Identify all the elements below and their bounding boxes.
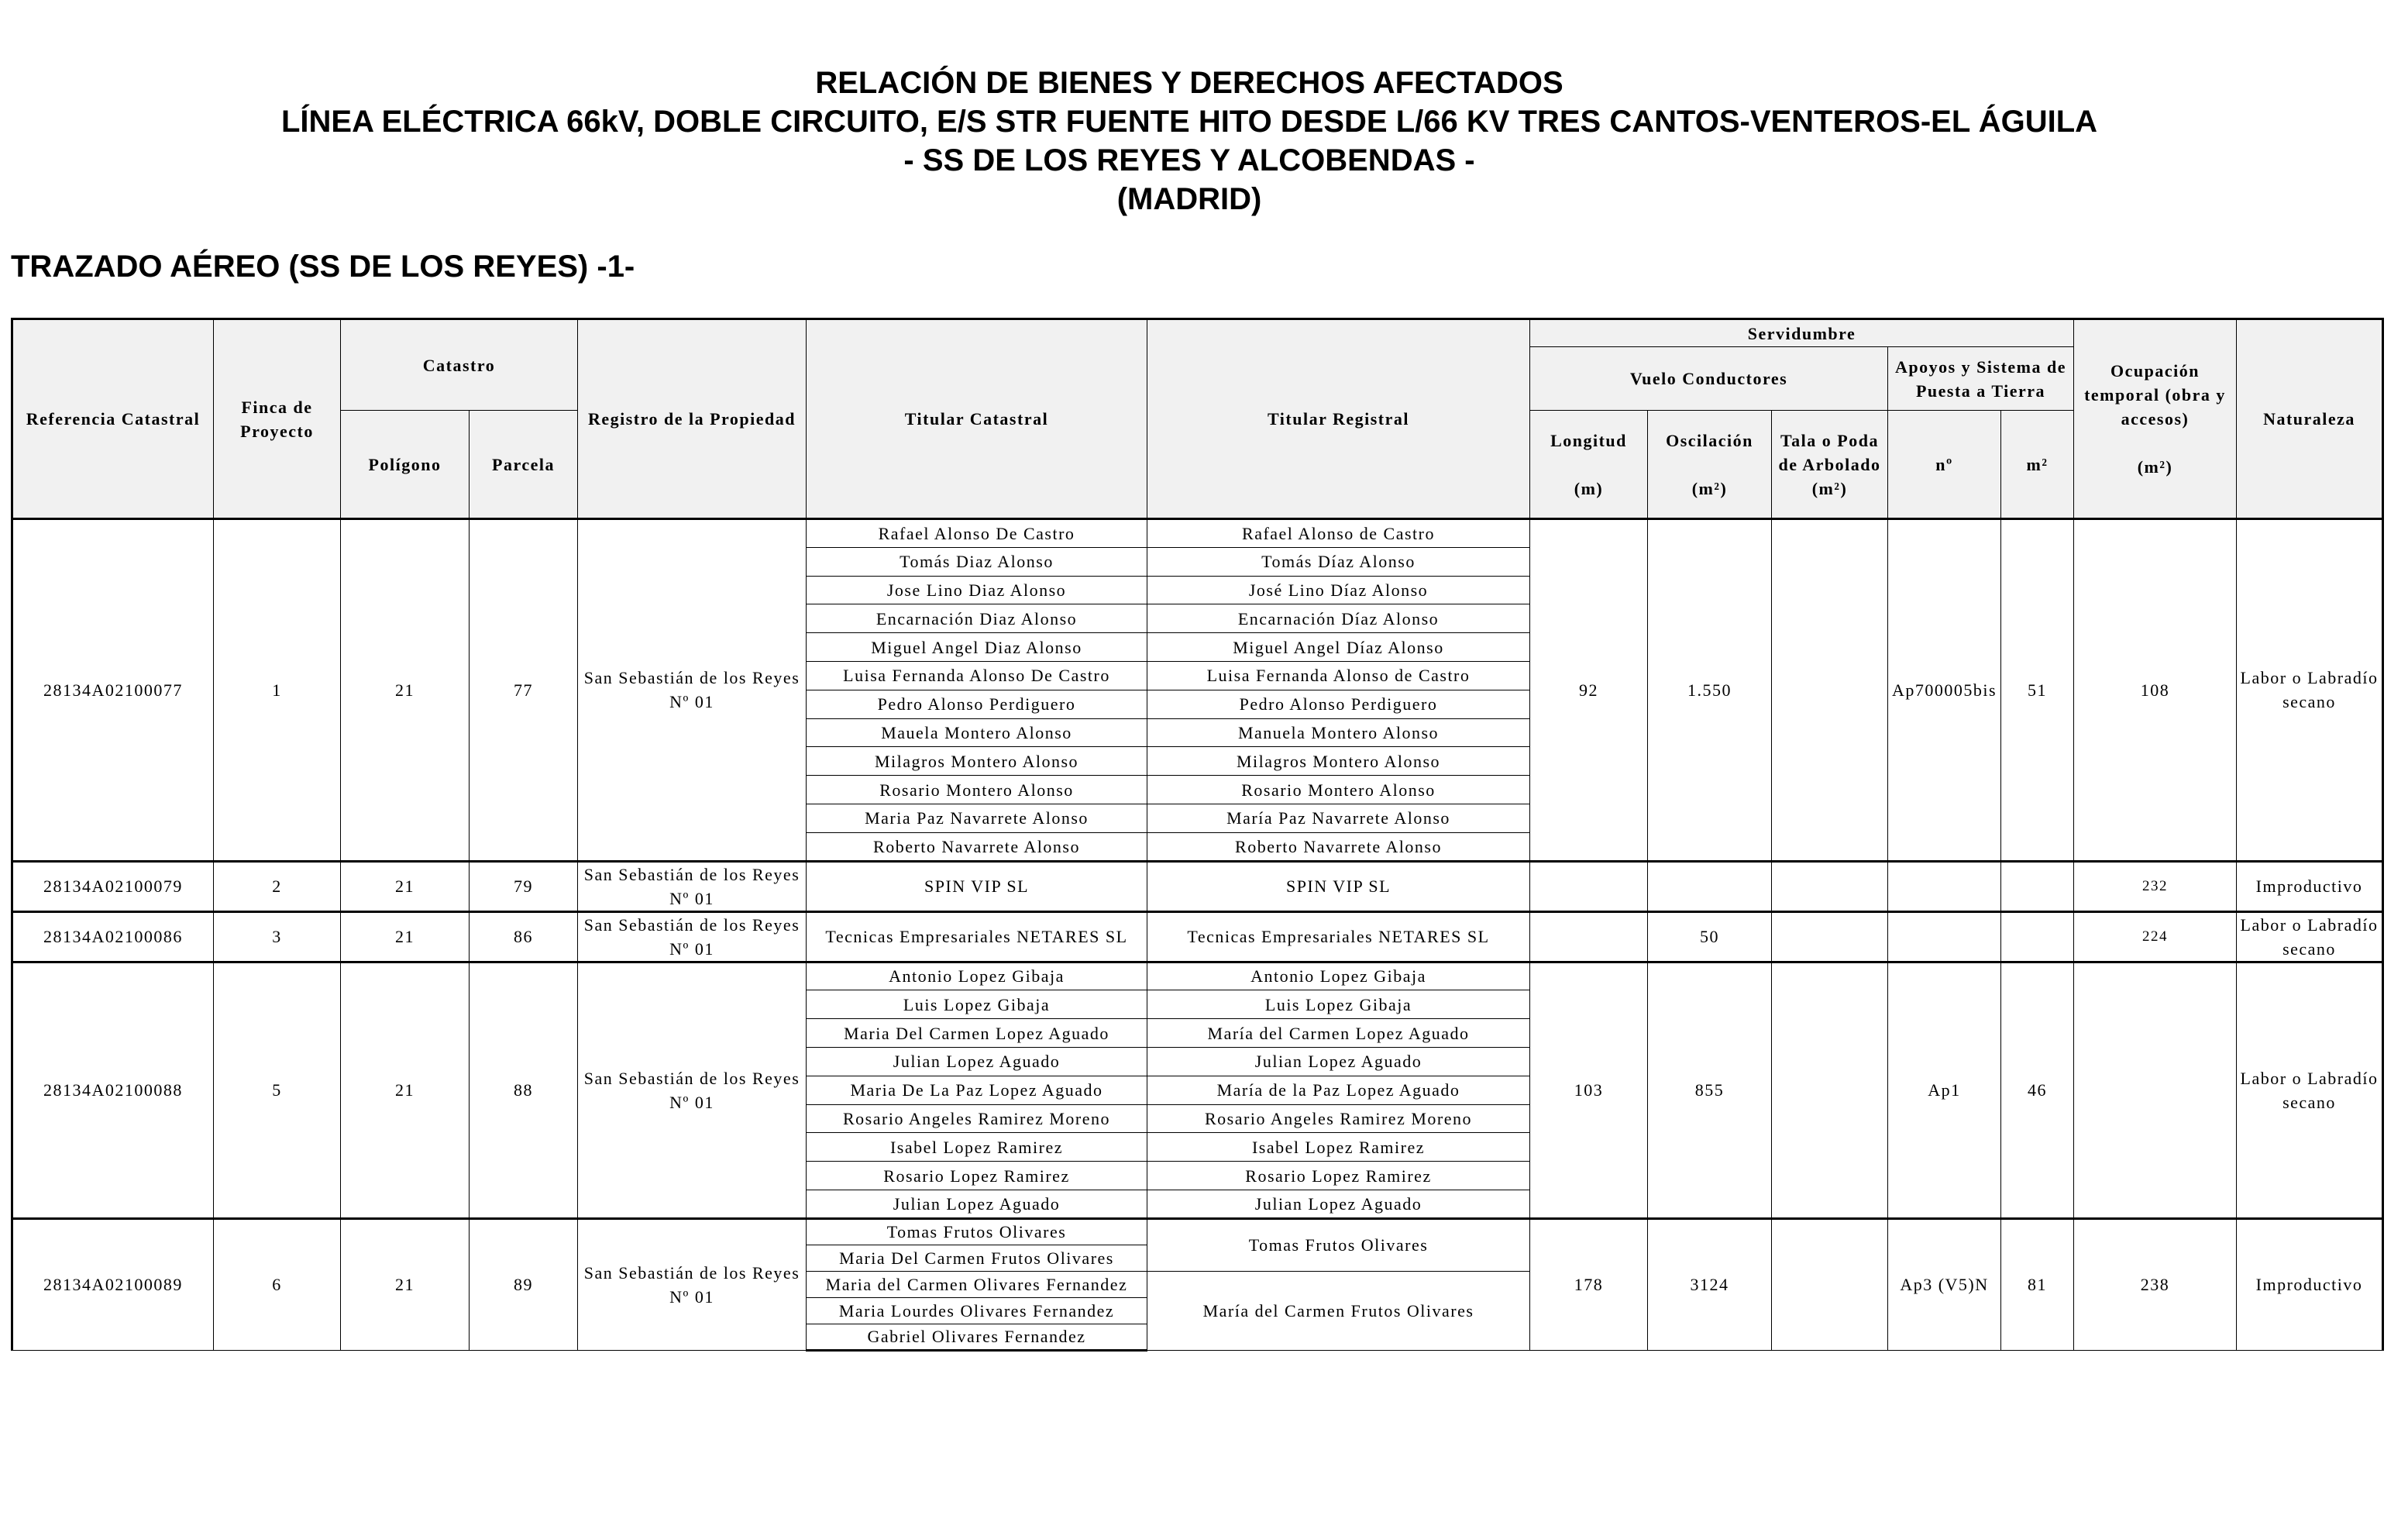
cell-ocupacion: 238 <box>2074 1218 2237 1350</box>
col-ocupacion-temporal <box>2074 319 2237 519</box>
cell-registro: San Sebastián de los Reyes Nº 01 <box>578 962 807 1218</box>
cell-finca: 1 <box>214 519 341 862</box>
cell-ocupacion: 232 <box>2074 861 2237 911</box>
col-poligono: Polígono <box>341 411 470 519</box>
cell-titular-registral: María del Carmen Lopez Aguado <box>1147 1019 1530 1048</box>
cell-titular-catastral: Tecnicas Empresariales NETARES SL <box>807 911 1147 962</box>
cell-titular-catastral: Rosario Montero Alonso <box>807 776 1147 804</box>
col-catastro: Catastro <box>341 319 578 411</box>
cell-tala <box>1772 962 1888 1218</box>
cell-titular-registral: Milagros Montero Alonso <box>1147 747 1530 776</box>
cell-registro: San Sebastián de los Reyes Nº 01 <box>578 519 807 862</box>
cell-tala <box>1772 861 1888 911</box>
col-referencia-catastral: Referencia Catastral <box>12 319 214 519</box>
col-apoyo-numero: nº <box>1888 411 2001 519</box>
cell-titular-registral: María de la Paz Lopez Aguado <box>1147 1076 1530 1104</box>
longitud-label: Longitud <box>1550 430 1627 450</box>
oscilacion-label: Oscilación <box>1666 430 1753 450</box>
col-apoyos-sistema: Apoyos y Sistema de Puesta a Tierra <box>1888 347 2074 411</box>
oscilacion-unit: (m²) <box>1691 478 1728 498</box>
cell-titular-catastral: Encarnación Diaz Alonso <box>807 604 1147 633</box>
cell-titular-catastral: Maria del Carmen Olivares Fernandez <box>807 1271 1147 1297</box>
cell-titular-catastral: Roberto Navarrete Alonso <box>807 832 1147 861</box>
cell-apoyo-m2: 81 <box>2001 1218 2074 1350</box>
cell-titular-catastral: Antonio Lopez Gibaja <box>807 962 1147 990</box>
cell-apoyo-m2 <box>2001 911 2074 962</box>
cell-ocupacion: 224 <box>2074 911 2237 962</box>
cell-titular-registral: Julian Lopez Aguado <box>1147 1047 1530 1076</box>
cell-longitud: 178 <box>1530 1218 1648 1350</box>
cell-titular-registral: Tomás Díaz Alonso <box>1147 547 1530 576</box>
cell-apoyo-numero: Ap3 (V5)N <box>1888 1218 2001 1350</box>
cell-titular-registral: Rosario Angeles Ramirez Moreno <box>1147 1104 1530 1133</box>
cell-titular-registral: José Lino Díaz Alonso <box>1147 576 1530 604</box>
cell-apoyo-numero: Ap700005bis <box>1888 519 2001 862</box>
col-vuelo-conductores: Vuelo Conductores <box>1530 347 1888 411</box>
cell-naturaleza: Labor o Labradío secano <box>2237 911 2383 962</box>
cell-poligono: 21 <box>341 519 470 862</box>
cell-titular-catastral: Isabel Lopez Ramirez <box>807 1133 1147 1162</box>
cell-titular-registral: Roberto Navarrete Alonso <box>1147 832 1530 861</box>
col-titular-registral: Titular Registral <box>1147 319 1530 519</box>
cell-naturaleza: Improductivo <box>2237 861 2383 911</box>
col-apoyo-m2: m² <box>2001 411 2074 519</box>
cell-titular-catastral: Luis Lopez Gibaja <box>807 990 1147 1019</box>
cell-titular-catastral: Maria De La Paz Lopez Aguado <box>807 1076 1147 1104</box>
cell-titular-catastral: Julian Lopez Aguado <box>807 1190 1147 1218</box>
cell-titular-registral: Rosario Lopez Ramirez <box>1147 1162 1530 1190</box>
cell-ref: 28134A02100089 <box>12 1218 214 1350</box>
cell-parcela: 79 <box>470 861 578 911</box>
cell-parcela: 77 <box>470 519 578 862</box>
affected-assets-table <box>11 318 2384 1352</box>
cell-ref: 28134A02100079 <box>12 861 214 911</box>
cell-parcela: 88 <box>470 962 578 1218</box>
cell-titular-catastral: Rafael Alonso De Castro <box>807 519 1147 548</box>
cell-titular-catastral: Gabriel Olivares Fernandez <box>807 1324 1147 1350</box>
cell-titular-registral: Antonio Lopez Gibaja <box>1147 962 1530 990</box>
cell-naturaleza: Labor o Labradío secano <box>2237 962 2383 1218</box>
cell-titular-catastral: Maria Paz Navarrete Alonso <box>807 804 1147 832</box>
cell-apoyo-numero <box>1888 861 2001 911</box>
col-longitud <box>1530 411 1648 519</box>
cell-finca: 3 <box>214 911 341 962</box>
ocupacion-unit: (m²) <box>2137 457 2173 477</box>
cell-naturaleza: Improductivo <box>2237 1218 2383 1350</box>
cell-finca: 2 <box>214 861 341 911</box>
cell-titular-catastral: Rosario Angeles Ramirez Moreno <box>807 1104 1147 1133</box>
cell-finca: 5 <box>214 962 341 1218</box>
cell-tala <box>1772 1218 1888 1350</box>
cell-titular-registral: Luisa Fernanda Alonso de Castro <box>1147 661 1530 690</box>
cell-titular-registral: Julian Lopez Aguado <box>1147 1190 1530 1218</box>
table-row <box>12 519 2383 548</box>
table-row <box>12 962 2383 990</box>
cell-titular-catastral: Maria Del Carmen Frutos Olivares <box>807 1245 1147 1271</box>
cell-titular-registral: Tomas Frutos Olivares <box>1147 1218 1530 1271</box>
cell-poligono: 21 <box>341 1218 470 1350</box>
cell-naturaleza: Labor o Labradío secano <box>2237 519 2383 862</box>
cell-oscilacion <box>1648 861 1772 911</box>
cell-titular-catastral: Maria Lourdes Olivares Fernandez <box>807 1297 1147 1324</box>
cell-titular-catastral: Maria Del Carmen Lopez Aguado <box>807 1019 1147 1048</box>
cell-oscilacion: 1.550 <box>1648 519 1772 862</box>
longitud-unit: (m) <box>1574 478 1604 498</box>
col-naturaleza: Naturaleza <box>2237 319 2383 519</box>
col-oscilacion <box>1648 411 1772 519</box>
cell-titular-catastral: Miguel Angel Diaz Alonso <box>807 633 1147 662</box>
cell-ocupacion: 108 <box>2074 519 2237 862</box>
cell-ref: 28134A02100086 <box>12 911 214 962</box>
col-tala-poda: Tala o Poda de Arbolado (m²) <box>1772 411 1888 519</box>
section-title: TRAZADO AÉREO (SS DE LOS REYES) -1- <box>11 250 635 284</box>
cell-apoyo-numero: Ap1 <box>1888 962 2001 1218</box>
cell-titular-registral: Miguel Angel Díaz Alonso <box>1147 633 1530 662</box>
cell-finca: 6 <box>214 1218 341 1350</box>
cell-titular-catastral: Jose Lino Diaz Alonso <box>807 576 1147 604</box>
ocupacion-label: Ocupación temporal (obra y accesos) <box>2084 361 2226 429</box>
cell-longitud <box>1530 861 1648 911</box>
cell-titular-registral: Isabel Lopez Ramirez <box>1147 1133 1530 1162</box>
cell-poligono: 21 <box>341 962 470 1218</box>
cell-titular-catastral: Pedro Alonso Perdiguero <box>807 690 1147 718</box>
cell-titular-catastral: SPIN VIP SL <box>807 861 1147 911</box>
title-line-4: (MADRID) <box>1116 182 1262 216</box>
cell-titular-registral: María del Carmen Frutos Olivares <box>1147 1271 1530 1350</box>
cell-titular-catastral: Rosario Lopez Ramirez <box>807 1162 1147 1190</box>
cell-longitud: 103 <box>1530 962 1648 1218</box>
cell-tala <box>1772 911 1888 962</box>
cell-titular-registral: María Paz Navarrete Alonso <box>1147 804 1530 832</box>
cell-titular-registral: Rosario Montero Alonso <box>1147 776 1530 804</box>
cell-poligono: 21 <box>341 861 470 911</box>
cell-registro: San Sebastián de los Reyes Nº 01 <box>578 1218 807 1350</box>
cell-ocupacion <box>2074 962 2237 1218</box>
document-title <box>0 64 2379 219</box>
cell-apoyo-m2: 46 <box>2001 962 2074 1218</box>
cell-apoyo-m2: 51 <box>2001 519 2074 862</box>
cell-titular-registral: Luis Lopez Gibaja <box>1147 990 1530 1019</box>
col-registro-propiedad: Registro de la Propiedad <box>578 319 807 519</box>
cell-parcela: 89 <box>470 1218 578 1350</box>
cell-titular-registral: Encarnación Díaz Alonso <box>1147 604 1530 633</box>
cell-titular-registral: Pedro Alonso Perdiguero <box>1147 690 1530 718</box>
col-finca-proyecto: Finca de Proyecto <box>214 319 341 519</box>
cell-apoyo-m2 <box>2001 861 2074 911</box>
cell-oscilacion: 3124 <box>1648 1218 1772 1350</box>
title-line-2: LÍNEA ELÉCTRICA 66kV, DOBLE CIRCUITO, E/S STR FUENTE HITO DESDE L/66 KV TRES CANTOS-VENTEROS-EL ÁGUILA <box>280 105 2098 139</box>
cell-tala <box>1772 519 1888 862</box>
cell-oscilacion: 855 <box>1648 962 1772 1218</box>
col-titular-catastral: Titular Catastral <box>807 319 1147 519</box>
cell-titular-registral: Manuela Montero Alonso <box>1147 718 1530 747</box>
cell-titular-registral: Tecnicas Empresariales NETARES SL <box>1147 911 1530 962</box>
cell-titular-registral: SPIN VIP SL <box>1147 861 1530 911</box>
cell-titular-catastral: Tomás Diaz Alonso <box>807 547 1147 576</box>
cell-registro: San Sebastián de los Reyes Nº 01 <box>578 911 807 962</box>
cell-ref: 28134A02100077 <box>12 519 214 862</box>
cell-registro: San Sebastián de los Reyes Nº 01 <box>578 861 807 911</box>
cell-titular-catastral: Tomas Frutos Olivares <box>807 1218 1147 1245</box>
col-parcela: Parcela <box>470 411 578 519</box>
cell-titular-catastral: Mauela Montero Alonso <box>807 718 1147 747</box>
cell-ref: 28134A02100088 <box>12 962 214 1218</box>
cell-longitud <box>1530 911 1648 962</box>
cell-titular-registral: Rafael Alonso de Castro <box>1147 519 1530 548</box>
cell-titular-catastral: Luisa Fernanda Alonso De Castro <box>807 661 1147 690</box>
cell-parcela: 86 <box>470 911 578 962</box>
cell-titular-catastral: Julian Lopez Aguado <box>807 1047 1147 1076</box>
cell-apoyo-numero <box>1888 911 2001 962</box>
title-line-3: - SS DE LOS REYES Y ALCOBENDAS - <box>903 143 1475 177</box>
table-row <box>12 1218 2383 1245</box>
col-servidumbre: Servidumbre <box>1530 319 2074 347</box>
cell-longitud: 92 <box>1530 519 1648 862</box>
cell-titular-catastral: Milagros Montero Alonso <box>807 747 1147 776</box>
cell-oscilacion: 50 <box>1648 911 1772 962</box>
title-line-1: RELACIÓN DE BIENES Y DERECHOS AFECTADOS <box>815 66 1563 100</box>
table-row <box>12 911 2383 962</box>
cell-poligono: 21 <box>341 911 470 962</box>
table-row <box>12 861 2383 911</box>
